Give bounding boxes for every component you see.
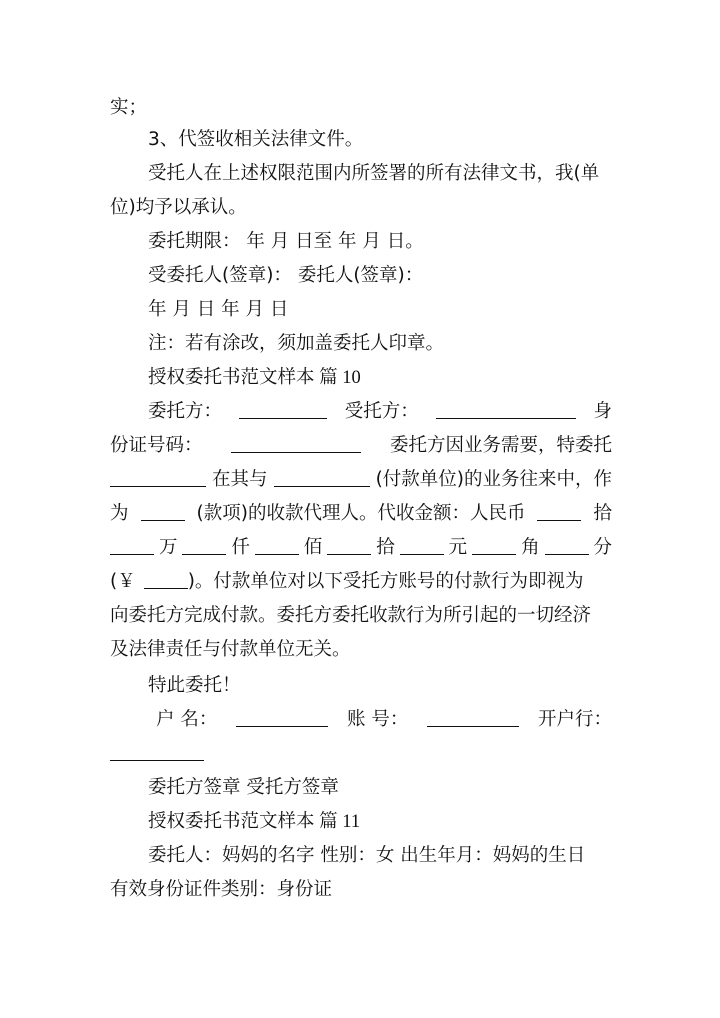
business-reason: 委托方因业务需要，特委托 — [389, 435, 612, 456]
id-number-blank — [231, 434, 361, 453]
paragraph-fragment: 实； — [110, 97, 148, 118]
yen-amount-blank — [144, 570, 188, 589]
signature-dates: 年 月 日 年 月 日 — [148, 299, 289, 320]
yen-symbol: (￥ — [110, 571, 136, 592]
id-label-start: 身 — [593, 401, 612, 422]
yen-line — [110, 570, 583, 594]
paragraph-acknowledgement-line2: 位)均予以承认。 — [110, 197, 247, 218]
section-heading-11: 授权委托书范文样本 篇 11 — [148, 812, 361, 832]
section-heading-10: 授权委托书范文样本 篇 10 — [148, 368, 361, 388]
amount-blank-jiao — [472, 536, 516, 555]
account-name-label: 户 名： — [156, 709, 218, 730]
unit-bai: 佰 — [303, 537, 323, 558]
in-its-text: 在其与 — [212, 469, 268, 490]
amount-blank-yuan — [400, 536, 444, 555]
item-text: (款项)的收款代理人。代收金额：人民币 — [196, 503, 526, 524]
client-blank — [239, 400, 327, 419]
bank-label: 开户行： — [537, 709, 612, 730]
signature-labels: 受委托人(签章)： 委托人(签章)： — [148, 265, 424, 286]
payment-complete-line: 向委托方完成付款。委托方委托收款行为所引起的一切经济 — [110, 605, 592, 626]
amount-line — [110, 502, 612, 526]
as-text: 为 — [110, 503, 129, 524]
amount-blank-wan — [110, 536, 154, 555]
payer-text: (付款单位)的业务往来中，作 — [375, 469, 612, 490]
unit-wan: 万 — [158, 537, 178, 558]
client-info-line1: 委托人：妈妈的名字 性别：女 出生年月：妈妈的生日 — [148, 845, 586, 866]
client-label: 委托方： — [148, 401, 223, 422]
unit-shi1: 拾 — [593, 503, 612, 524]
id-label-end: 份证号码： — [110, 435, 203, 456]
payer-blank — [274, 468, 370, 487]
account-name-blank — [236, 708, 328, 727]
unit-fen: 分 — [593, 537, 612, 558]
amount-blank-shi2 — [327, 536, 371, 555]
unit-shi2: 拾 — [376, 537, 395, 558]
agent-label: 受托方： — [344, 401, 419, 422]
liability-line: 及法律责任与付款单位无关。 — [110, 639, 351, 660]
seal-labels: 委托方签章 受托方签章 — [148, 777, 339, 798]
paragraph-acknowledgement-line1: 受托人在上述权限范围内所签署的所有法律文书，我(单 — [148, 163, 600, 184]
client-info-line2: 有效身份证件类别：身份证 — [110, 879, 333, 900]
bank-blank — [110, 742, 204, 761]
agent-blank — [436, 400, 576, 419]
unit-jiao: 角 — [521, 537, 540, 558]
hereby-entrust: 特此委托！ — [148, 675, 241, 696]
amount-units-line — [110, 536, 612, 560]
amount-blank-shi1 — [537, 502, 581, 521]
account-number-label: 账 号： — [346, 709, 409, 730]
entrusted-person-blank — [110, 468, 206, 487]
account-number-blank — [427, 708, 519, 727]
entrust-period: 委托期限： 年 月 日至 年 月 日。 — [148, 231, 424, 252]
bank-line — [110, 742, 204, 766]
amount-blank-fen — [545, 536, 589, 555]
note-line: 注：若有涂改，须加盖委托人印章。 — [148, 333, 445, 354]
item-blank — [141, 502, 185, 521]
amount-blank-bai — [255, 536, 299, 555]
account-line — [156, 708, 612, 732]
amount-blank-qian — [182, 536, 226, 555]
unit-yuan: 元 — [448, 537, 468, 558]
id-line — [110, 434, 612, 458]
payer-line — [110, 468, 612, 492]
payment-clause: )。付款单位对以下受托方账号的付款行为即视为 — [187, 571, 584, 592]
list-item-3: 3、代签收相关法律文件。 — [148, 129, 364, 150]
parties-line — [148, 400, 612, 424]
unit-qian: 仟 — [231, 537, 250, 558]
